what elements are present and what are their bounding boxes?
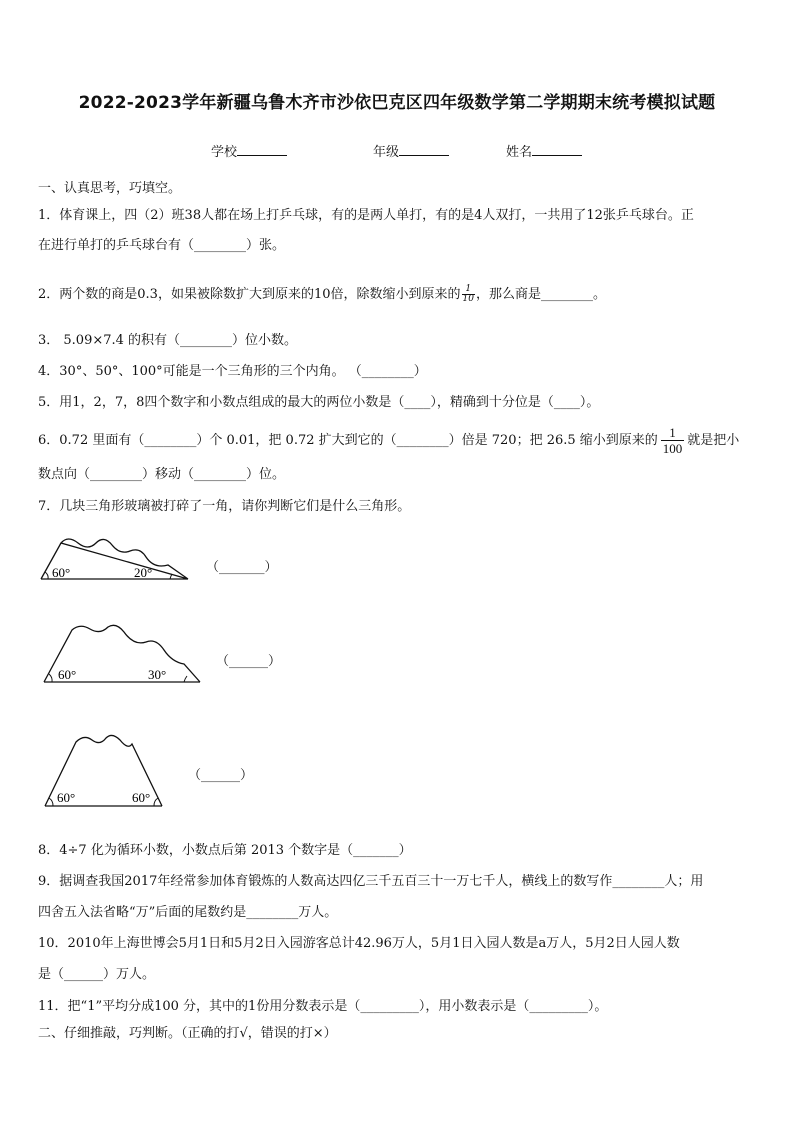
triangle-3-left-angle: 60° — [57, 790, 76, 805]
question-5: 5．用1，2，7，8四个数字和小数点组成的最大的两位小数是（____），精确到十分位是（____）。 — [38, 395, 600, 410]
question-1-line-2: 在进行单打的乒乓球台有（________）张。 — [38, 238, 286, 253]
broken-triangle-1 — [38, 533, 198, 585]
name-field — [506, 141, 582, 160]
question-9-line-2: 四舍五入法省略“万”后面的尾数约是________万人。 — [38, 905, 338, 920]
grade-field — [373, 141, 449, 160]
section-1-heading: 一、认真思考，巧填空。 — [38, 181, 182, 196]
school-blank — [237, 143, 287, 156]
school-field — [211, 141, 287, 160]
question-10-line-1: 10．2010年上海世博会5月1日和5月2日入园游客总计42.96万人，5月1日入园人数是a万人，5月2日人园人数 — [38, 936, 680, 951]
name-blank — [532, 143, 582, 156]
question-9-line-1: 9．据调查我国2017年经常参加体育锻炼的人数高达四亿三千五百三十一万七千人，横线上的数写作________人；用 — [38, 874, 704, 889]
question-6-fraction-denominator: 100 — [662, 441, 683, 456]
question-7: 7．几块三角形玻璃被打碎了一角，请你判断它们是什么三角形。 — [38, 499, 411, 514]
question-6-line-1 — [38, 424, 739, 458]
triangle-1-left-angle: 60° — [52, 565, 71, 580]
section-2-heading: 二、仔细推敲，巧判断。（正确的打√，错误的打×） — [38, 1026, 337, 1041]
question-10-line-2: 是（______）万人。 — [38, 967, 156, 982]
question-6-text-b: 就是把小 — [687, 433, 740, 448]
school-label: 学校 — [211, 145, 238, 160]
question-2-fraction-numerator: 1 — [462, 285, 475, 295]
question-4: 4．30°、50°、100°可能是一个三角形的三个内角。 （________） — [38, 364, 427, 379]
triangle-3-right-angle: 60° — [132, 790, 151, 805]
grade-label: 年级 — [373, 145, 400, 160]
question-11: 11．把“1”平均分成100 分，其中的1份用分数表示是（_________），用小数表示是（_________）。 — [38, 999, 608, 1014]
question-2 — [38, 284, 606, 306]
triangle-2-right-angle: 30° — [148, 667, 167, 682]
question-3: 3． 5.09×7.4 的积有（________）位小数。 — [38, 333, 298, 348]
broken-triangle-3 — [40, 730, 170, 810]
question-6-fraction-numerator: 1 — [661, 425, 685, 441]
triangle-2-answer: （______） — [216, 654, 282, 669]
page-title: 2022-2023学年新疆乌鲁木齐市沙依巴克区四年级数学第二学期期末统考模拟试题 — [78, 93, 716, 113]
question-2-fraction-denominator: 10 — [462, 294, 474, 304]
broken-triangle-2 — [38, 620, 208, 686]
question-6-line-2: 数点向（________）移动（________）位。 — [38, 467, 286, 482]
name-label: 姓名 — [506, 145, 533, 160]
triangle-3-answer: （______） — [188, 768, 254, 783]
question-2-text-b: ，那么商是________。 — [475, 287, 606, 302]
question-2-text-a: 2．两个数的商是0.3，如果被除数扩大到原来的10倍，除数缩小到原来的 — [38, 287, 461, 302]
triangle-1-right-angle: 20° — [134, 565, 153, 580]
question-1-line-1: 1．体育课上，四（2）班38人都在场上打乒乓球，有的是两人单打，有的是4人双打，一共用了12张乒乓球台。正 — [38, 208, 694, 223]
question-6-fraction — [661, 425, 685, 456]
grade-blank — [399, 143, 449, 156]
question-6-text-a: 6．0.72 里面有（________）个 0.01，把 0.72 扩大到它的（________）倍是 720；把 26.5 缩小到原来的 — [38, 433, 658, 448]
question-2-fraction — [462, 285, 475, 304]
triangle-2-left-angle: 60° — [58, 667, 77, 682]
triangle-1-answer: （_______） — [206, 560, 278, 575]
question-8: 8．4÷7 化为循环小数，小数点后第 2013 个数字是（_______） — [38, 843, 412, 858]
